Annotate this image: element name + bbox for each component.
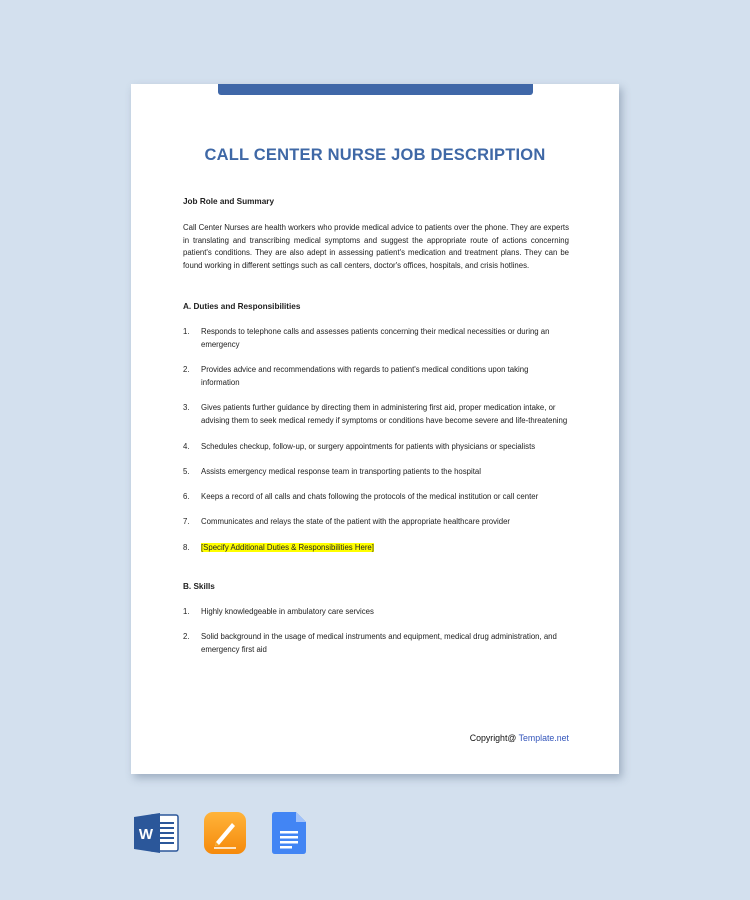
list-item: 1. Responds to telephone calls and assesses patients concerning their medical necessities or during an emergency (183, 327, 550, 350)
list-item: 7. Communicates and relays the state of the patient with the appropriate healthcare provider (183, 517, 511, 527)
list-item: 5. Assists emergency medical response team in transporting patients to the hospital (183, 466, 481, 476)
copyright-notice: Copyright@ Template.net (469, 733, 569, 743)
top-accent-bar (218, 84, 533, 95)
summary-paragraph: Call Center Nurses are health workers who provide medical advice to patients over the phone. They are experts in translating and transcribing medical symptoms and suggest the appropriate route of actions concerning patient's conditions. They are also adept in assessing patient's medication and treatment plans. They can be found working in different settings such as call centers, doctor's offices, hospitals, and crisis hotlines. (183, 222, 569, 271)
summary-heading: Job Role and Summary (183, 197, 274, 206)
pages-icon[interactable] (204, 812, 246, 859)
list-item: 4. Schedules checkup, follow-up, or surgery appointments for patients with physicians or specialists (183, 441, 536, 451)
list-item: 6. Keeps a record of all calls and chats following the protocols of the medical institution or call center (183, 492, 539, 502)
list-item: 2. Provides advice and recommendations with regards to patient's medical conditions upon taking information (183, 365, 529, 388)
document-page (131, 84, 619, 774)
list-item: 8. [Specify Additional Duties & Responsibilities Here] (183, 542, 374, 552)
document-title: CALL CENTER NURSE JOB DESCRIPTION (204, 146, 546, 164)
list-item: 1. Highly knowledgeable in ambulatory care services (183, 606, 374, 616)
google-docs-icon[interactable] (272, 812, 306, 859)
svg-text:W: W (138, 826, 154, 843)
list-item: 2. Solid background in the usage of medical instruments and equipment, medical drug administration, and emergency first aid (183, 632, 557, 654)
highlighted-placeholder: [Specify Additional Duties & Responsibilities Here] (201, 542, 374, 552)
template-net-link[interactable]: Template.net (518, 733, 569, 743)
skills-heading: B. Skills (183, 581, 215, 591)
duties-heading: A. Duties and Responsibilities (183, 301, 301, 311)
list-item: 3. Gives patients further guidance by directing them in administering first aid, proper medication intake, or advising them to seek medical remedy if symptoms or conditions have become severe and life-threatening (183, 403, 568, 426)
duties-list (183, 326, 569, 554)
document-body (183, 196, 569, 657)
skills-list (183, 606, 569, 657)
word-icon[interactable] (132, 812, 180, 859)
